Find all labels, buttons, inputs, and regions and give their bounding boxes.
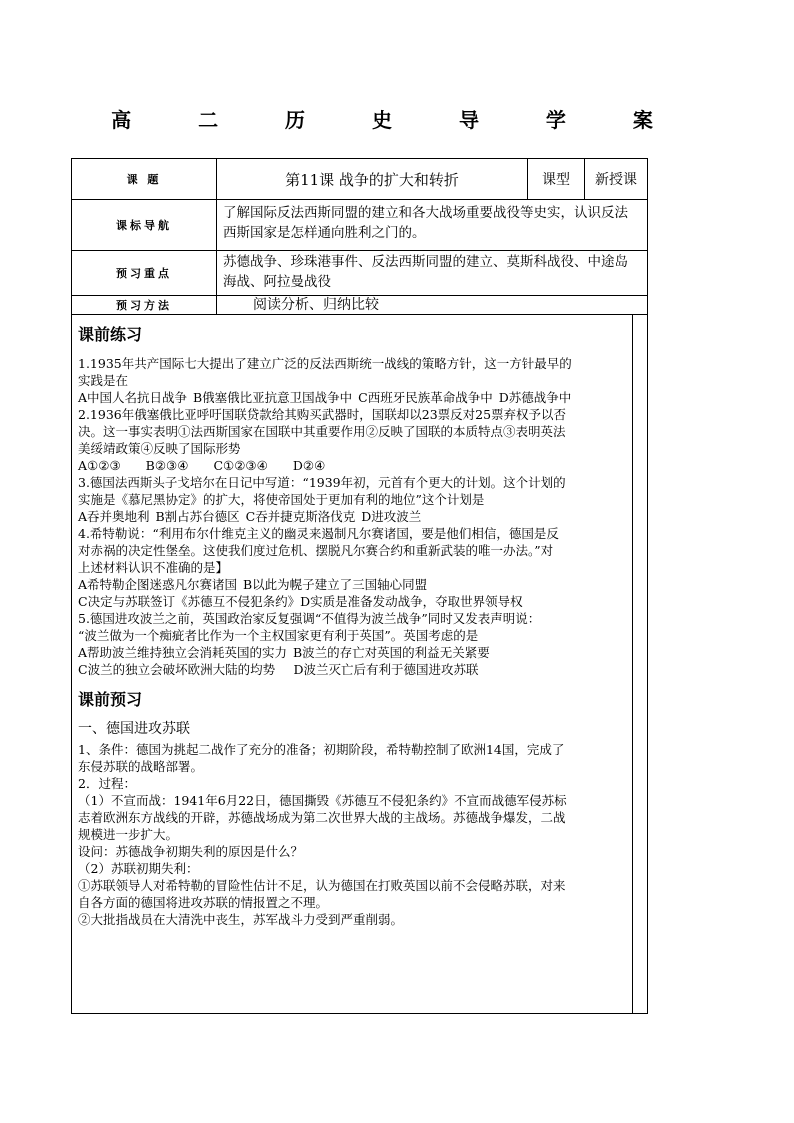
preview-line: （1）不宣而战：1941年6月22日，德国撕毁《苏德互不侵犯条约》不宣而战德军侵苏标: [78, 793, 567, 808]
exercise-line: “波兰做为一个痴疵者比作为一个主权国家更有利于英国”。英国考虑的是: [78, 628, 479, 643]
exercise-line: 决。这一事实表明①法西斯国家在国联中其重要作用②反映了国联的本质特点③表明英法: [78, 424, 566, 439]
lesson-table: [71, 158, 648, 1014]
goal-text: 了解国际反法西斯同盟的建立和各大战场重要战役等史实，认识反法西斯国家是怎样通向胜利之门的。: [223, 205, 628, 241]
preview-line: 自各方面的德国将进攻苏联的情报置之不理。: [78, 895, 329, 910]
exercise-line: 实施是《慕尼黑协定》的扩大，将使帝国处于更加有利的地位”这个计划是: [78, 492, 485, 507]
preview-line: 设问：苏德战争初期失利的原因是什么？: [78, 844, 304, 859]
preview-line: 2．过程：: [78, 776, 136, 791]
type-label: 课型: [528, 159, 585, 199]
exercise-line: 对赤祸的决定性堡垒。这使我们度过危机、摆脱凡尔赛合约和重新武装的唯一办法。”对: [78, 543, 554, 558]
preview-line: （2）苏联初期失利：: [78, 861, 199, 876]
key-row: [72, 251, 647, 296]
preview-section-title: 一、德国进攻苏联: [78, 721, 190, 737]
exercise-line: 上述材料认识不准确的是】: [78, 560, 229, 575]
exercise-line: A希特勒企图迷惑凡尔赛诸国 B以此为幌子建立了三国轴心同盟: [78, 577, 428, 592]
goal-label: 课标导航: [72, 200, 217, 250]
exercise-line: 1.1935年共产国际七大提出了建立广泛的反法西斯统一战线的策略方针，这一方针最早的: [78, 356, 572, 371]
exercise-line: 实践是在: [78, 373, 129, 388]
exercise-line: 5.德国进攻波兰之前，英国政治家反复强调“不值得为波兰战争”同时又发表声明说：: [78, 611, 541, 626]
document-title: 高 二 历 史 导 学 案: [111, 108, 683, 132]
key-label: 预习重点: [72, 251, 217, 295]
content-area: [72, 315, 633, 1013]
course-title: 第11课 战争的扩大和转折: [217, 159, 528, 199]
exercise-line: 3.德国法西斯头子戈培尔在日记中写道：“1939年初，元首有个更大的计划。这个计划的: [78, 475, 566, 490]
exercise-line: A吞并奥地利 B割占苏台德区 C吞并捷克斯洛伐克 D进攻波兰: [78, 509, 422, 524]
exercise-line: C决定与苏联签订《苏德互不侵犯条约》D实质是准备发动战争，夺取世界领导权: [78, 594, 523, 609]
exercise-line: 美绥靖政策④反映了国际形势: [78, 441, 241, 456]
method-text: 阅读分析、归纳比较: [253, 297, 379, 313]
exercise-line: C波兰的独立会破坏欧洲大陆的均势 D波兰灭亡后有利于德国进攻苏联: [78, 662, 479, 677]
exercise-line: 4.希特勒说：“利用布尔什维克主义的幽灵来遏制凡尔赛诸国，要是他们相信，德国是反: [78, 526, 559, 541]
preview-line: ②大批指战员在大清洗中丧生，苏军战斗力受到严重削弱。: [78, 912, 404, 927]
preview-heading: 课前预习: [78, 690, 143, 709]
type-value: 新授课: [595, 172, 637, 188]
key-text: 苏德战争、珍珠港事件、反法西斯同盟的建立、莫斯科战役、中途岛海战、阿拉曼战役: [223, 254, 628, 290]
method-label: 预习方法: [72, 296, 217, 314]
goal-row: [72, 200, 647, 251]
exercise-heading: 课前练习: [78, 325, 143, 344]
exercise-line: A①②③ B②③④ C①②③④ D②④: [78, 458, 326, 473]
course-label: 课 题: [72, 159, 217, 199]
course-row: [72, 159, 647, 200]
exercise-line: A中国人名抗日战争 B俄塞俄比亚抗意卫国战争中 C西班牙民族革命战争中 D苏德战争中: [78, 390, 572, 405]
method-row: [72, 296, 647, 315]
preview-list: [78, 741, 626, 928]
exercise-list: [78, 355, 626, 678]
exercise-line: 2.1936年俄塞俄比亚呼吁国联贷款给其购买武器时，国联却以23票反对25票弃权予以否: [78, 407, 567, 422]
preview-line: 规模进一步扩大。: [78, 827, 179, 842]
preview-line: ①苏联领导人对希特勒的冒险性估计不足，认为德国在打败英国以前不会侵略苏联，对来: [78, 878, 566, 893]
exercise-line: A帮助波兰维持独立会消耗英国的实力 B波兰的存亡对英国的利益无关紧要: [78, 645, 490, 660]
preview-line: 志着欧洲东方战线的开辟，苏德战场成为第二次世界大战的主战场。苏德战争爆发，二战: [78, 810, 566, 825]
preview-line: 1、条件：德国为挑起二战作了充分的准备；初期阶段，希特勒控制了欧洲14国，完成了: [78, 742, 565, 757]
preview-line: 东侵苏联的战略部署。: [78, 759, 204, 774]
